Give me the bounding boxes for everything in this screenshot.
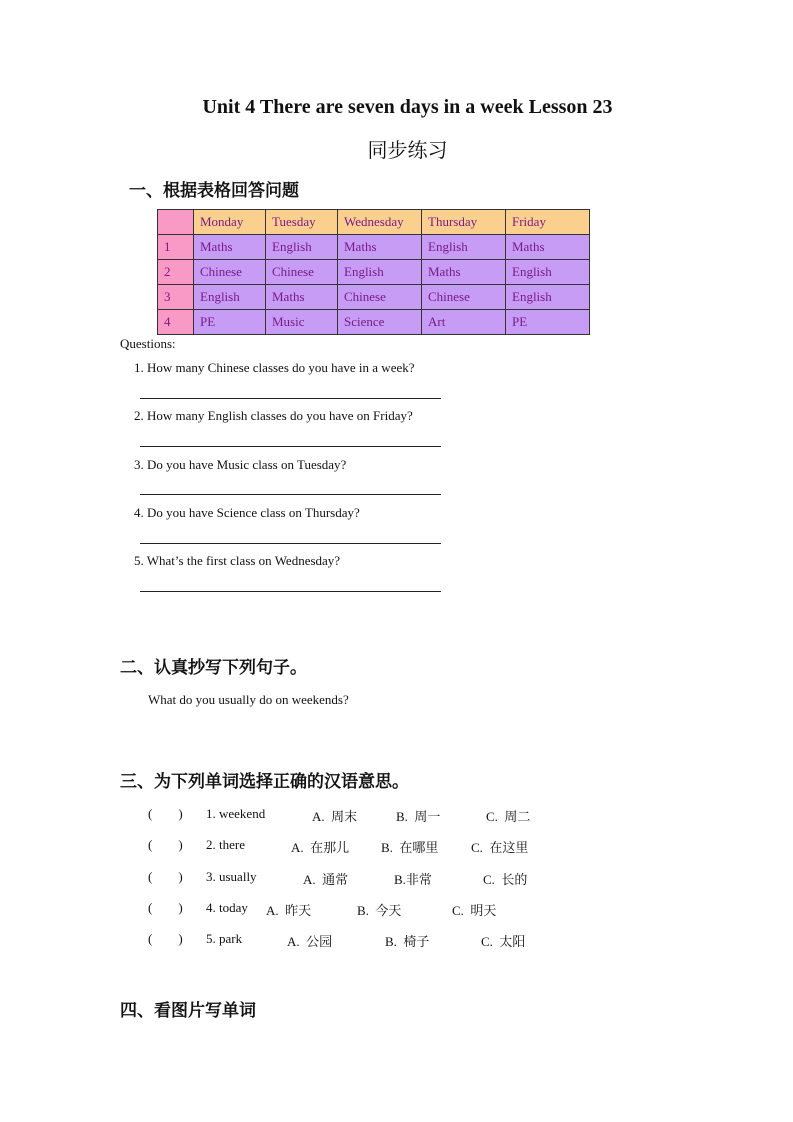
page-title: Unit 4 There are seven days in a week Lesson 23 <box>202 96 613 118</box>
option-a: A. 周末 <box>312 809 358 824</box>
option-b: B. 椅子 <box>385 934 430 949</box>
table-header-cell: Wednesday <box>338 210 422 235</box>
vocab-word: 4. today <box>206 900 248 915</box>
table-cell: English <box>338 260 422 285</box>
vocab-word: 3. usually <box>206 869 257 884</box>
table-header-cell: Friday <box>506 210 590 235</box>
table-cell: English <box>194 285 266 310</box>
table-row <box>158 235 590 260</box>
option-c: C. 太阳 <box>481 934 526 949</box>
table-cell: 2 <box>158 260 194 285</box>
table-row <box>158 310 590 335</box>
vocab-word: 1. weekend <box>206 806 266 821</box>
answer-paren[interactable]: ( ) <box>148 869 183 884</box>
table-cell: Maths <box>338 235 422 260</box>
table-cell: 4 <box>158 310 194 335</box>
section2-heading: 二、认真抄写下列句子。 <box>120 658 307 678</box>
table-header-cell: Thursday <box>422 210 506 235</box>
question-item: 2. How many English classes do you have on Friday? <box>134 408 413 423</box>
table-cell: Maths <box>422 260 506 285</box>
question-item: 3. Do you have Music class on Tuesday? <box>134 457 347 472</box>
answer-line[interactable] <box>140 446 441 447</box>
table-cell: Maths <box>266 285 338 310</box>
table-cell: PE <box>194 310 266 335</box>
option-c: C. 明天 <box>452 903 497 918</box>
option-a: A. 昨天 <box>266 903 312 918</box>
table-cell: Maths <box>506 235 590 260</box>
option-a: A. 公园 <box>287 934 333 949</box>
option-c: C. 在这里 <box>471 840 529 855</box>
vocab-word: 5. park <box>206 931 243 946</box>
question-item: 5. What’s the first class on Wednesday? <box>134 553 341 568</box>
option-b: B.非常 <box>394 872 432 887</box>
answer-line[interactable] <box>140 494 441 495</box>
option-b: B. 在哪里 <box>381 840 439 855</box>
answer-line[interactable] <box>140 543 441 544</box>
table-header-cell: Tuesday <box>266 210 338 235</box>
table-header-cell: Monday <box>194 210 266 235</box>
table-row <box>158 285 590 310</box>
table-cell: 1 <box>158 235 194 260</box>
section4-heading: 四、看图片写单词 <box>120 1001 256 1021</box>
schedule-table <box>157 209 590 335</box>
table-cell: Music <box>266 310 338 335</box>
question-item: 1. How many Chinese classes do you have in a week? <box>134 360 415 375</box>
table-cell: Chinese <box>266 260 338 285</box>
answer-paren[interactable]: ( ) <box>148 806 183 821</box>
option-b: B. 今天 <box>357 903 402 918</box>
table-cell: English <box>506 285 590 310</box>
section3-heading: 三、为下列单词选择正确的汉语意思。 <box>120 772 409 792</box>
table-cell: PE <box>506 310 590 335</box>
option-a: A. 在那儿 <box>291 840 350 855</box>
table-cell: Maths <box>194 235 266 260</box>
answer-paren[interactable]: ( ) <box>148 900 183 915</box>
table-cell: English <box>506 260 590 285</box>
table-cell: Chinese <box>422 285 506 310</box>
table-header-row <box>158 210 590 235</box>
table-row <box>158 260 590 285</box>
option-c: C. 周二 <box>486 809 531 824</box>
answer-paren[interactable]: ( ) <box>148 837 183 852</box>
table-cell: Art <box>422 310 506 335</box>
answer-paren[interactable]: ( ) <box>148 931 183 946</box>
question-item: 4. Do you have Science class on Thursday? <box>134 505 360 520</box>
section1-heading: 一、根据表格回答问题 <box>129 181 299 201</box>
table-cell: 3 <box>158 285 194 310</box>
questions-label: Questions: <box>120 336 176 351</box>
table-cell: English <box>422 235 506 260</box>
copy-sentence: What do you usually do on weekends? <box>148 692 349 707</box>
vocab-word: 2. there <box>206 837 245 852</box>
option-b: B. 周一 <box>396 809 441 824</box>
answer-line[interactable] <box>140 398 441 399</box>
table-cell: Science <box>338 310 422 335</box>
answer-line[interactable] <box>140 591 441 592</box>
page-subtitle: 同步练习 <box>367 138 448 162</box>
option-a: A. 通常 <box>303 872 349 887</box>
table-cell: English <box>266 235 338 260</box>
option-c: C. 长的 <box>483 872 528 887</box>
table-cell: Chinese <box>338 285 422 310</box>
table-cell <box>158 210 194 235</box>
table-cell: Chinese <box>194 260 266 285</box>
